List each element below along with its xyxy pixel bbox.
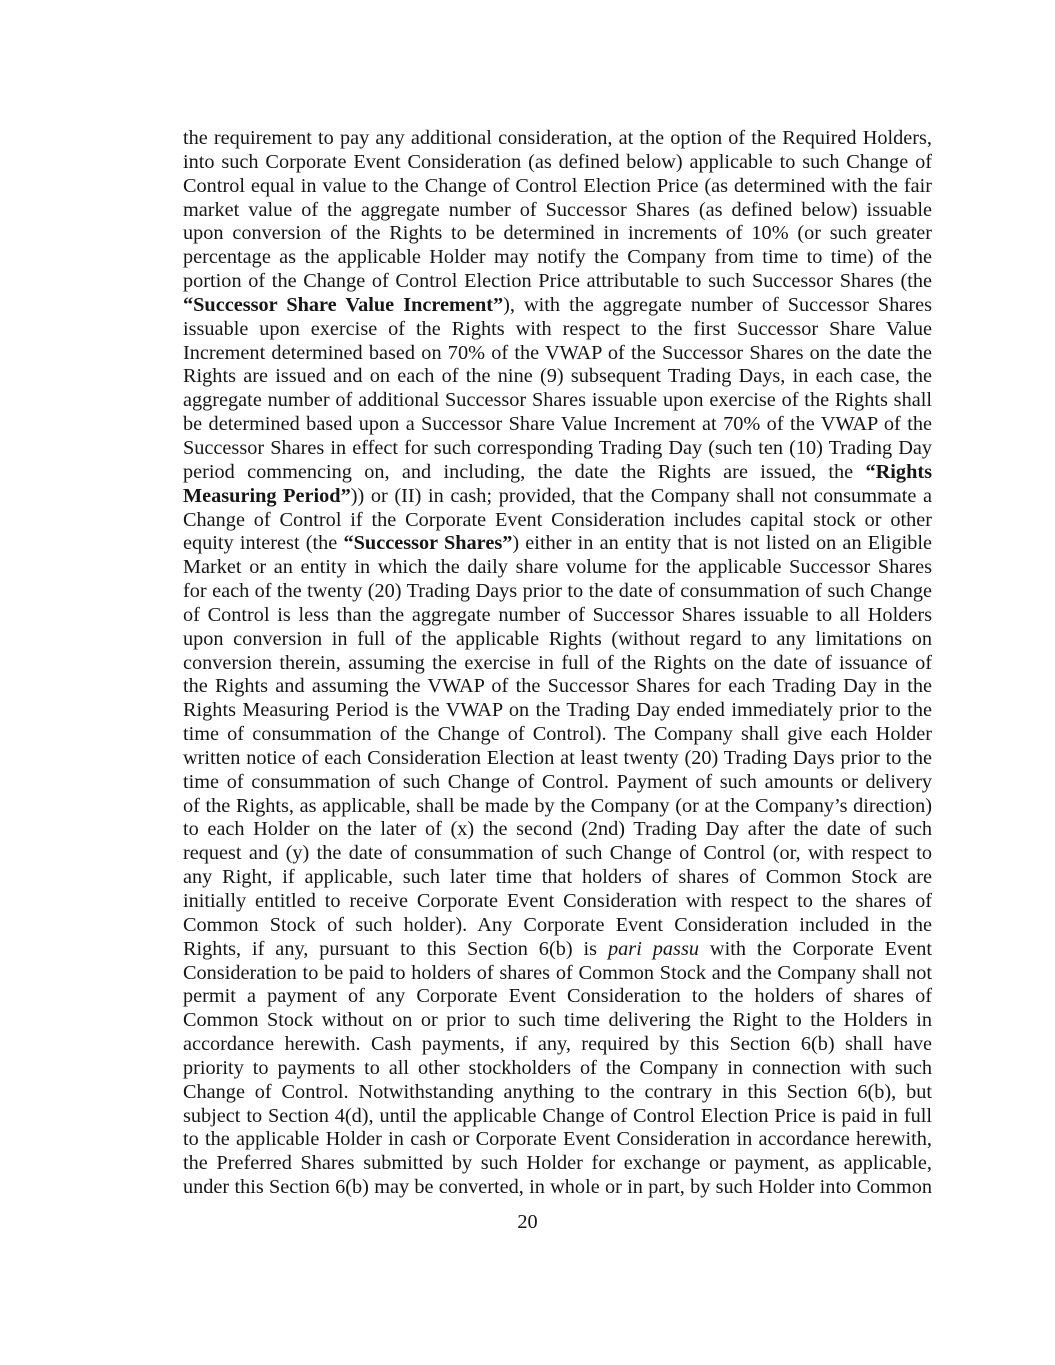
- plain-text: Change of Control if the Corporate Event Consideration includes capital stock or other: [183, 508, 932, 531]
- plain-text: the requirement to pay any additional consideration, at the option of the Required Holders,: [183, 127, 932, 149]
- plain-text: conversion therein, assuming the exercise in full of the Rights on the date of issuance of: [183, 651, 932, 674]
- plain-text: ) either in an entity that is not listed on an Eligible: [512, 532, 932, 555]
- plain-text: written notice of each Consideration Election at least twenty (20) Trading Days prior to the: [183, 746, 932, 769]
- plain-text: of the Rights, as applicable, shall be made by the Company (or at the Company’s direction): [183, 794, 932, 817]
- page-number: 20: [517, 1211, 538, 1233]
- text-line: [183, 818, 932, 842]
- text-line: [183, 485, 932, 509]
- plain-text: Control equal in value to the Change of Control Election Price (as determined with the fair: [183, 174, 932, 197]
- text-line: [183, 294, 932, 318]
- plain-text: the Preferred Shares submitted by such Holder for exchange or payment, as applicable,: [183, 1152, 932, 1175]
- text-line: [183, 127, 932, 151]
- text-line: [183, 938, 932, 962]
- text-line: [183, 365, 932, 389]
- text-line: [183, 1009, 932, 1033]
- plain-text: upon conversion in full of the applicable Rights (without regard to any limitations on: [183, 627, 932, 650]
- plain-text: Rights Measuring Period is the VWAP on the Trading Day ended immediately prior to the: [183, 699, 932, 722]
- text-line: [183, 175, 932, 199]
- text-line: [183, 1033, 932, 1057]
- plain-text: ), with the aggregate number of Successor Shares: [503, 293, 932, 316]
- text-line: [183, 556, 932, 580]
- plain-text: equity interest (the: [183, 532, 344, 555]
- plain-text: Change of Control. Notwithstanding anything to the contrary in this Section 6(b), but: [183, 1080, 932, 1103]
- body-text: [183, 127, 932, 1200]
- text-line: [183, 151, 932, 175]
- plain-text: portion of the Change of Control Election Price attributable to such Successor Shares (the: [183, 270, 932, 293]
- text-line: [183, 795, 932, 819]
- plain-text: to the applicable Holder in cash or Corporate Event Consideration in accordance herewith,: [183, 1128, 932, 1151]
- text-line: [183, 246, 932, 270]
- text-line: [183, 747, 932, 771]
- bold-text: “Successor Share Value Increment”: [183, 293, 504, 316]
- plain-text: )) or (II) in cash; provided, that the Company shall not consummate a: [350, 484, 933, 507]
- plain-text: time of consummation of such Change of Control. Payment of such amounts or delivery: [183, 770, 932, 793]
- text-line: [183, 771, 932, 795]
- plain-text: priority to payments to all other stockholders of the Company in connection with such: [183, 1056, 932, 1079]
- plain-text: Rights, if any, pursuant to this Section 6(b) is: [183, 937, 609, 960]
- text-line: [183, 342, 932, 366]
- plain-text: for each of the twenty (20) Trading Days prior to the date of consummation of such Change: [183, 580, 932, 603]
- plain-text: any Right, if applicable, such later time that holders of shares of Common Stock are: [183, 866, 932, 889]
- text-line: [183, 675, 932, 699]
- text-line: [183, 437, 932, 461]
- text-line: [183, 652, 932, 676]
- plain-text: permit a payment of any Corporate Event Consideration to the holders of shares of: [183, 985, 932, 1008]
- plain-text: Rights are issued and on each of the nine (9) subsequent Trading Days, in each case, the: [183, 365, 932, 388]
- text-line: [183, 985, 932, 1009]
- plain-text: with the Corporate Event: [698, 937, 932, 960]
- plain-text: Consideration to be paid to holders of shares of Common Stock and the Company shall not: [183, 961, 932, 984]
- text-line: [183, 1057, 932, 1081]
- text-line: [183, 604, 932, 628]
- plain-text: to each Holder on the later of (x) the second (2nd) Trading Day after the date of such: [183, 818, 932, 841]
- plain-text: period commencing on, and including, the date the Rights are issued, the: [183, 460, 866, 483]
- plain-text: under this Section 6(b) may be converted, in whole or in part, by such Holder into Common: [183, 1176, 932, 1199]
- text-line: [183, 866, 932, 890]
- text-line: [183, 580, 932, 604]
- plain-text: issuable upon exercise of the Rights with respect to the first Successor Share Value: [183, 317, 932, 340]
- text-line: [183, 532, 932, 556]
- text-line: [183, 890, 932, 914]
- plain-text: be determined based upon a Successor Share Value Increment at 70% of the VWAP of the: [183, 413, 932, 436]
- plain-text: initially entitled to receive Corporate Event Consideration with respect to the shares of: [183, 890, 932, 912]
- text-line: [183, 914, 932, 938]
- plain-text: the Rights and assuming the VWAP of the Successor Shares for each Trading Day in the: [183, 675, 932, 698]
- plain-text: Successor Shares in effect for such corresponding Trading Day (such ten (10) Trading Day: [183, 436, 932, 459]
- text-line: [183, 1176, 932, 1200]
- plain-text: subject to Section 4(d), until the applicable Change of Control Election Price is paid in full: [183, 1104, 932, 1127]
- text-line: [183, 318, 932, 342]
- text-line: [183, 842, 932, 866]
- text-line: [183, 461, 932, 485]
- italic-text: pari passu: [608, 937, 699, 960]
- bold-text: Measuring Period”: [183, 484, 351, 507]
- text-line: [183, 199, 932, 223]
- plain-text: percentage as the applicable Holder may notify the Company from time to time) of the: [183, 246, 932, 269]
- plain-text: Market or an entity in which the daily share volume for the applicable Successor Shares: [183, 556, 932, 579]
- text-line: [183, 1152, 932, 1176]
- text-line: [183, 723, 932, 747]
- bold-text: “Successor Shares”: [343, 532, 513, 555]
- text-line: [183, 509, 932, 533]
- plain-text: of Control is less than the aggregate number of Successor Shares issuable to all Holders: [183, 603, 932, 626]
- text-line: [183, 1081, 932, 1105]
- text-line: [183, 628, 932, 652]
- text-line: [183, 389, 932, 413]
- plain-text: accordance herewith. Cash payments, if any, required by this Section 6(b) shall have: [183, 1033, 932, 1056]
- text-line: [183, 962, 932, 986]
- text-line: [183, 699, 932, 723]
- text-line: [183, 1105, 932, 1129]
- plain-text: Common Stock of such holder). Any Corporate Event Consideration included in the: [183, 913, 932, 936]
- plain-text: time of consummation of the Change of Control). The Company shall give each Holder: [183, 723, 932, 746]
- plain-text: market value of the aggregate number of Successor Shares (as defined below) issuable: [183, 198, 932, 221]
- plain-text: aggregate number of additional Successor Shares issuable upon exercise of the Rights shall: [183, 389, 932, 412]
- plain-text: Common Stock without on or prior to such time delivering the Right to the Holders in: [183, 1009, 932, 1032]
- plain-text: upon conversion of the Rights to be determined in increments of 10% (or such greater: [183, 222, 932, 245]
- text-line: [183, 413, 932, 437]
- text-line: [183, 222, 932, 246]
- plain-text: into such Corporate Event Consideration (as defined below) applicable to such Change of: [183, 150, 932, 173]
- text-line: [183, 270, 932, 294]
- bold-text: “Rights: [865, 460, 932, 483]
- text-line: [183, 1128, 932, 1152]
- plain-text: request and (y) the date of consummation of such Change of Control (or, with respect to: [183, 842, 932, 865]
- plain-text: Increment determined based on 70% of the VWAP of the Successor Shares on the date the: [183, 341, 932, 364]
